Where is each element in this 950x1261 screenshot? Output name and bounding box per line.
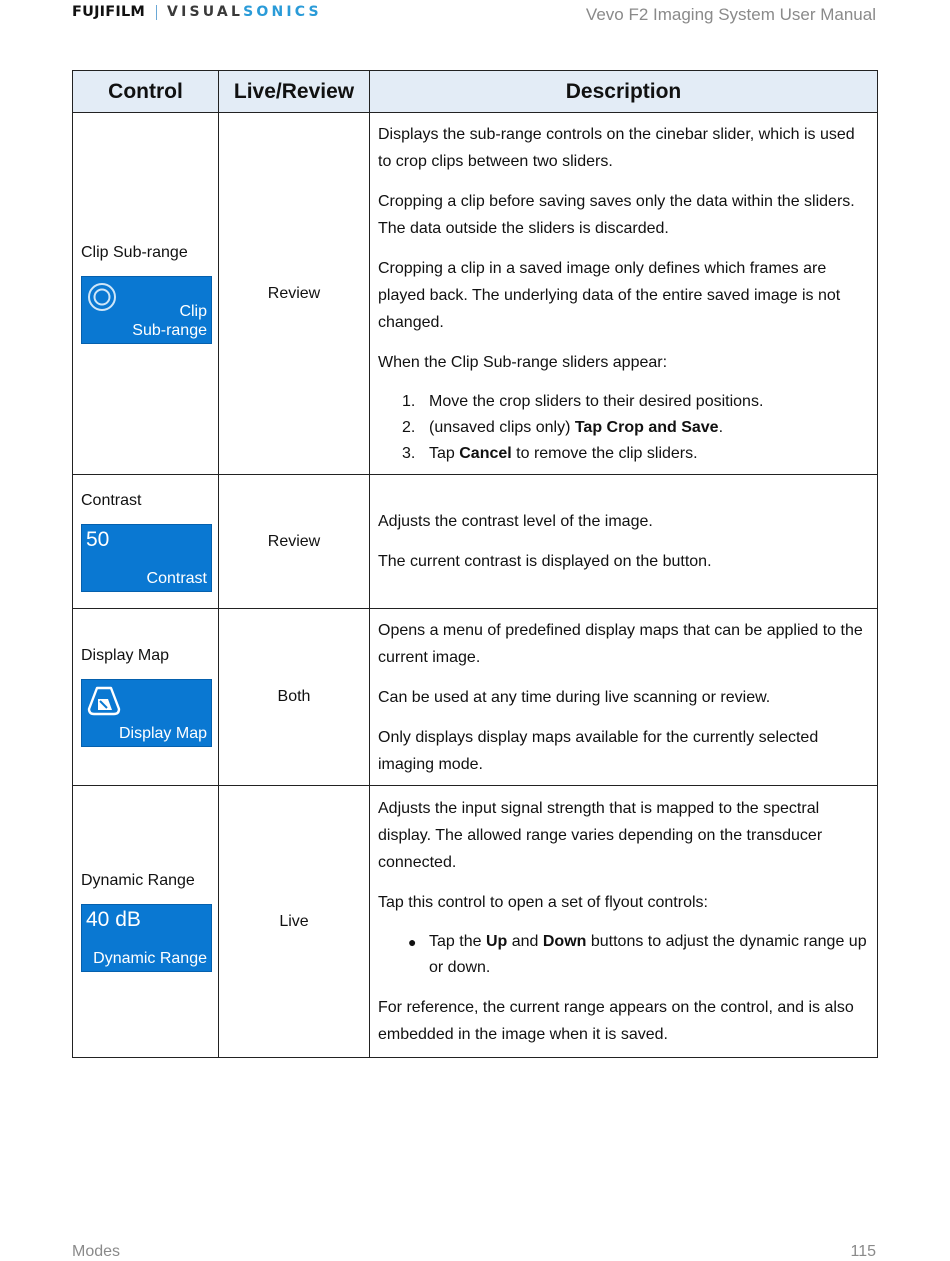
contrast-button[interactable] xyxy=(81,524,212,592)
description-paragraph: Cropping a clip in a saved image only defines which frames are played back. The underlying data of the entire saved image is not changed. xyxy=(378,259,841,331)
description-paragraph: Opens a menu of predefined display maps that can be applied to the current image. xyxy=(378,621,863,666)
display-map-button[interactable] xyxy=(81,679,212,747)
button-label: Clip Sub-range xyxy=(132,302,207,339)
table-row xyxy=(73,609,878,786)
description-cell xyxy=(370,609,878,786)
description-paragraph: Displays the sub-range controls on the cinebar slider, which is used to crop clips between two sliders. xyxy=(378,125,855,170)
button-value: 50 xyxy=(86,527,110,551)
list-item: 2. (unsaved clips only) Tap Crop and Save. xyxy=(402,418,724,436)
control-cell xyxy=(73,113,219,475)
description-paragraph: Cropping a clip before saving saves only the data within the sliders. The data outside the sliders is discarded. xyxy=(378,192,855,237)
controls-table xyxy=(72,70,878,1058)
table-row xyxy=(73,113,878,475)
target-circle-icon xyxy=(87,282,117,317)
mode-cell: Review xyxy=(219,475,370,609)
manual-title: Vevo F2 Imaging System User Manual xyxy=(585,5,876,24)
steps-list xyxy=(378,389,869,467)
control-cell xyxy=(73,786,219,1058)
description-paragraph: For reference, the current range appears on the control, and is also embedded in the image when it is saved. xyxy=(378,999,854,1043)
list-item: 1. Move the crop sliders to their desired positions. xyxy=(402,392,764,410)
description-paragraph: Adjusts the contrast level of the image. xyxy=(378,513,653,530)
button-value: 40 dB xyxy=(86,907,141,931)
mode-cell: Both xyxy=(219,609,370,786)
brand-fujifilm: FUJIFILM xyxy=(72,4,146,20)
description-paragraph: The current contrast is displayed on the button. xyxy=(378,553,712,570)
control-name: Clip Sub-range xyxy=(81,243,188,261)
column-header-control: Control xyxy=(73,71,219,113)
description-paragraph: Adjusts the input signal strength that is mapped to the spectral display. The allowed range varies depending on the transducer connected. xyxy=(378,800,823,871)
control-name: Display Map xyxy=(81,647,170,664)
clip-subrange-button[interactable] xyxy=(81,276,212,344)
bullet-list xyxy=(378,929,869,981)
button-label: Display Map xyxy=(118,725,207,742)
column-header-mode: Live/Review xyxy=(219,71,370,113)
list-item: 3. Tap Cancel to remove the clip sliders. xyxy=(402,444,698,462)
control-name: Contrast xyxy=(81,491,142,509)
button-label: Contrast xyxy=(146,569,207,587)
mode-cell: Review xyxy=(219,113,370,475)
table-row xyxy=(73,475,878,609)
footer-section-name: Modes xyxy=(72,1243,121,1260)
control-name: Dynamic Range xyxy=(81,871,195,889)
description-paragraph: Only displays display maps available for the currently selected imaging mode. xyxy=(378,728,819,773)
button-label: Dynamic Range xyxy=(93,949,207,967)
display-map-icon xyxy=(87,685,121,722)
description-paragraph: Can be used at any time during live scanning or review. xyxy=(378,688,771,706)
list-item: ● Tap the Up and Down buttons to adjust the dynamic range up or down. xyxy=(378,929,869,981)
description-cell xyxy=(370,475,878,609)
brand-visualsonics: VISUALSONICS xyxy=(167,4,322,20)
description-cell xyxy=(370,113,878,475)
column-header-description: Description xyxy=(370,71,878,113)
bullet-dot-icon: ● xyxy=(408,934,417,950)
description-paragraph: Tap this control to open a set of flyout controls: xyxy=(378,894,708,911)
description-paragraph: When the Clip Sub-range sliders appear: xyxy=(378,353,668,371)
brand-divider xyxy=(156,5,157,20)
control-cell xyxy=(73,609,219,786)
dynamic-range-button[interactable] xyxy=(81,904,212,972)
page-number: 115 xyxy=(850,1243,876,1260)
table-row xyxy=(73,786,878,1058)
description-cell xyxy=(370,786,878,1058)
control-cell xyxy=(73,475,219,609)
table-header-row xyxy=(73,71,878,113)
brand-logo xyxy=(72,4,322,20)
mode-cell: Live xyxy=(219,786,370,1058)
